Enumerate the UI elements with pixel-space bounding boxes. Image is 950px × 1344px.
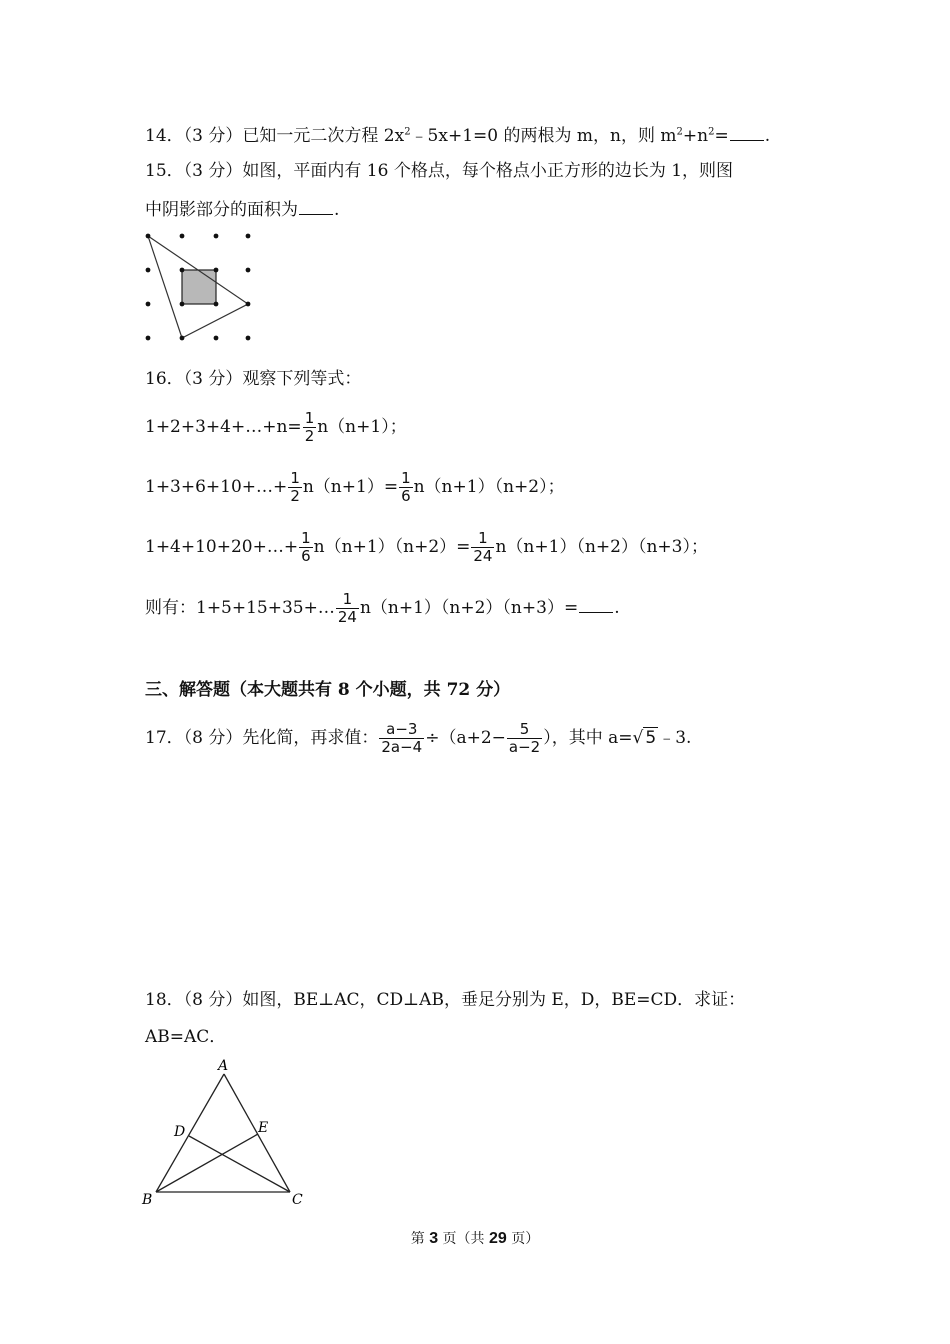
question-18: 18．（8 分）如图，BE⊥AC，CD⊥AB，垂足分别为 E，D，BE=CD．求证： xyxy=(145,990,746,1010)
answer-blank xyxy=(299,198,333,215)
equation-3: 1+4+10+20+…+ $\frac{1}{6}$ n（n+1）（n+2）= $\frac{1}{24}$ n（n+1）（n+2）（n+3）； xyxy=(145,529,708,565)
label-e: E xyxy=(258,1120,269,1136)
fraction: $\frac{5}{a-2}$ xyxy=(508,720,541,756)
answer-blank xyxy=(579,596,613,613)
question-18-line2: AB=AC． xyxy=(145,1027,227,1047)
question-15-line2: 中阴影部分的面积为 . xyxy=(145,200,340,220)
fraction: $\frac{1}{6}$ xyxy=(301,529,311,565)
figure-lattice-grid xyxy=(140,228,260,348)
question-15: 15．（3 分）如图，平面内有 16 个格点，每个格点小正方形的边长为 1，则图 xyxy=(145,161,734,181)
shaded-square xyxy=(182,270,216,304)
fraction: $\frac{a-3}{2a-4}$ xyxy=(381,720,423,756)
label-a: A xyxy=(218,1058,229,1074)
label-c: C xyxy=(292,1192,303,1208)
label-b: B xyxy=(142,1192,153,1208)
fraction: $\frac{1}{2}$ xyxy=(290,469,300,505)
square-root: √ 5 xyxy=(632,728,657,748)
section-heading: 三、解答题（本大题共有 8 个小题，共 72 分） xyxy=(145,680,511,700)
fraction: $\frac{1}{24}$ xyxy=(473,529,493,565)
equation-1: 1+2+3+4+…+n= $\frac{1}{2}$ n（n+1）； xyxy=(145,409,407,445)
fraction: $\frac{1}{6}$ xyxy=(401,469,411,505)
side-ab xyxy=(156,1074,224,1192)
figure-triangle-abc xyxy=(138,1052,313,1212)
page-footer: 第 3 页（共 29 页） xyxy=(410,1230,540,1247)
question-17: 17．（8 分）先化简，再求值： $\frac{a-3}{2a-4}$ ÷（a+2− $\frac{5}{a-2}$ ），其中 a=√ 5 ﹣3. xyxy=(145,720,692,756)
segment-be xyxy=(156,1134,258,1192)
fraction: $\frac{1}{2}$ xyxy=(304,409,315,445)
label-d: D xyxy=(174,1124,186,1140)
question-14: 14．（3 分）已知一元二次方程 $2x^2﹣5x+1=0$ 的两根为 m，n，则 $m^2+n^2=$ . xyxy=(145,126,771,146)
fraction: $\frac{1}{24}$ xyxy=(337,590,357,626)
equation-2: 1+3+6+10+…+ $\frac{1}{2}$ n（n+1）= $\frac{1}{6}$ n（n+1）（n+2）； xyxy=(145,469,565,505)
equation-4: 则有：1+5+15+35+… $\frac{1}{24}$ n（n+1）（n+2）（n+3）= . xyxy=(145,590,620,626)
answer-blank xyxy=(730,124,764,141)
question-16: 16．（3 分）观察下列等式： xyxy=(145,369,362,389)
